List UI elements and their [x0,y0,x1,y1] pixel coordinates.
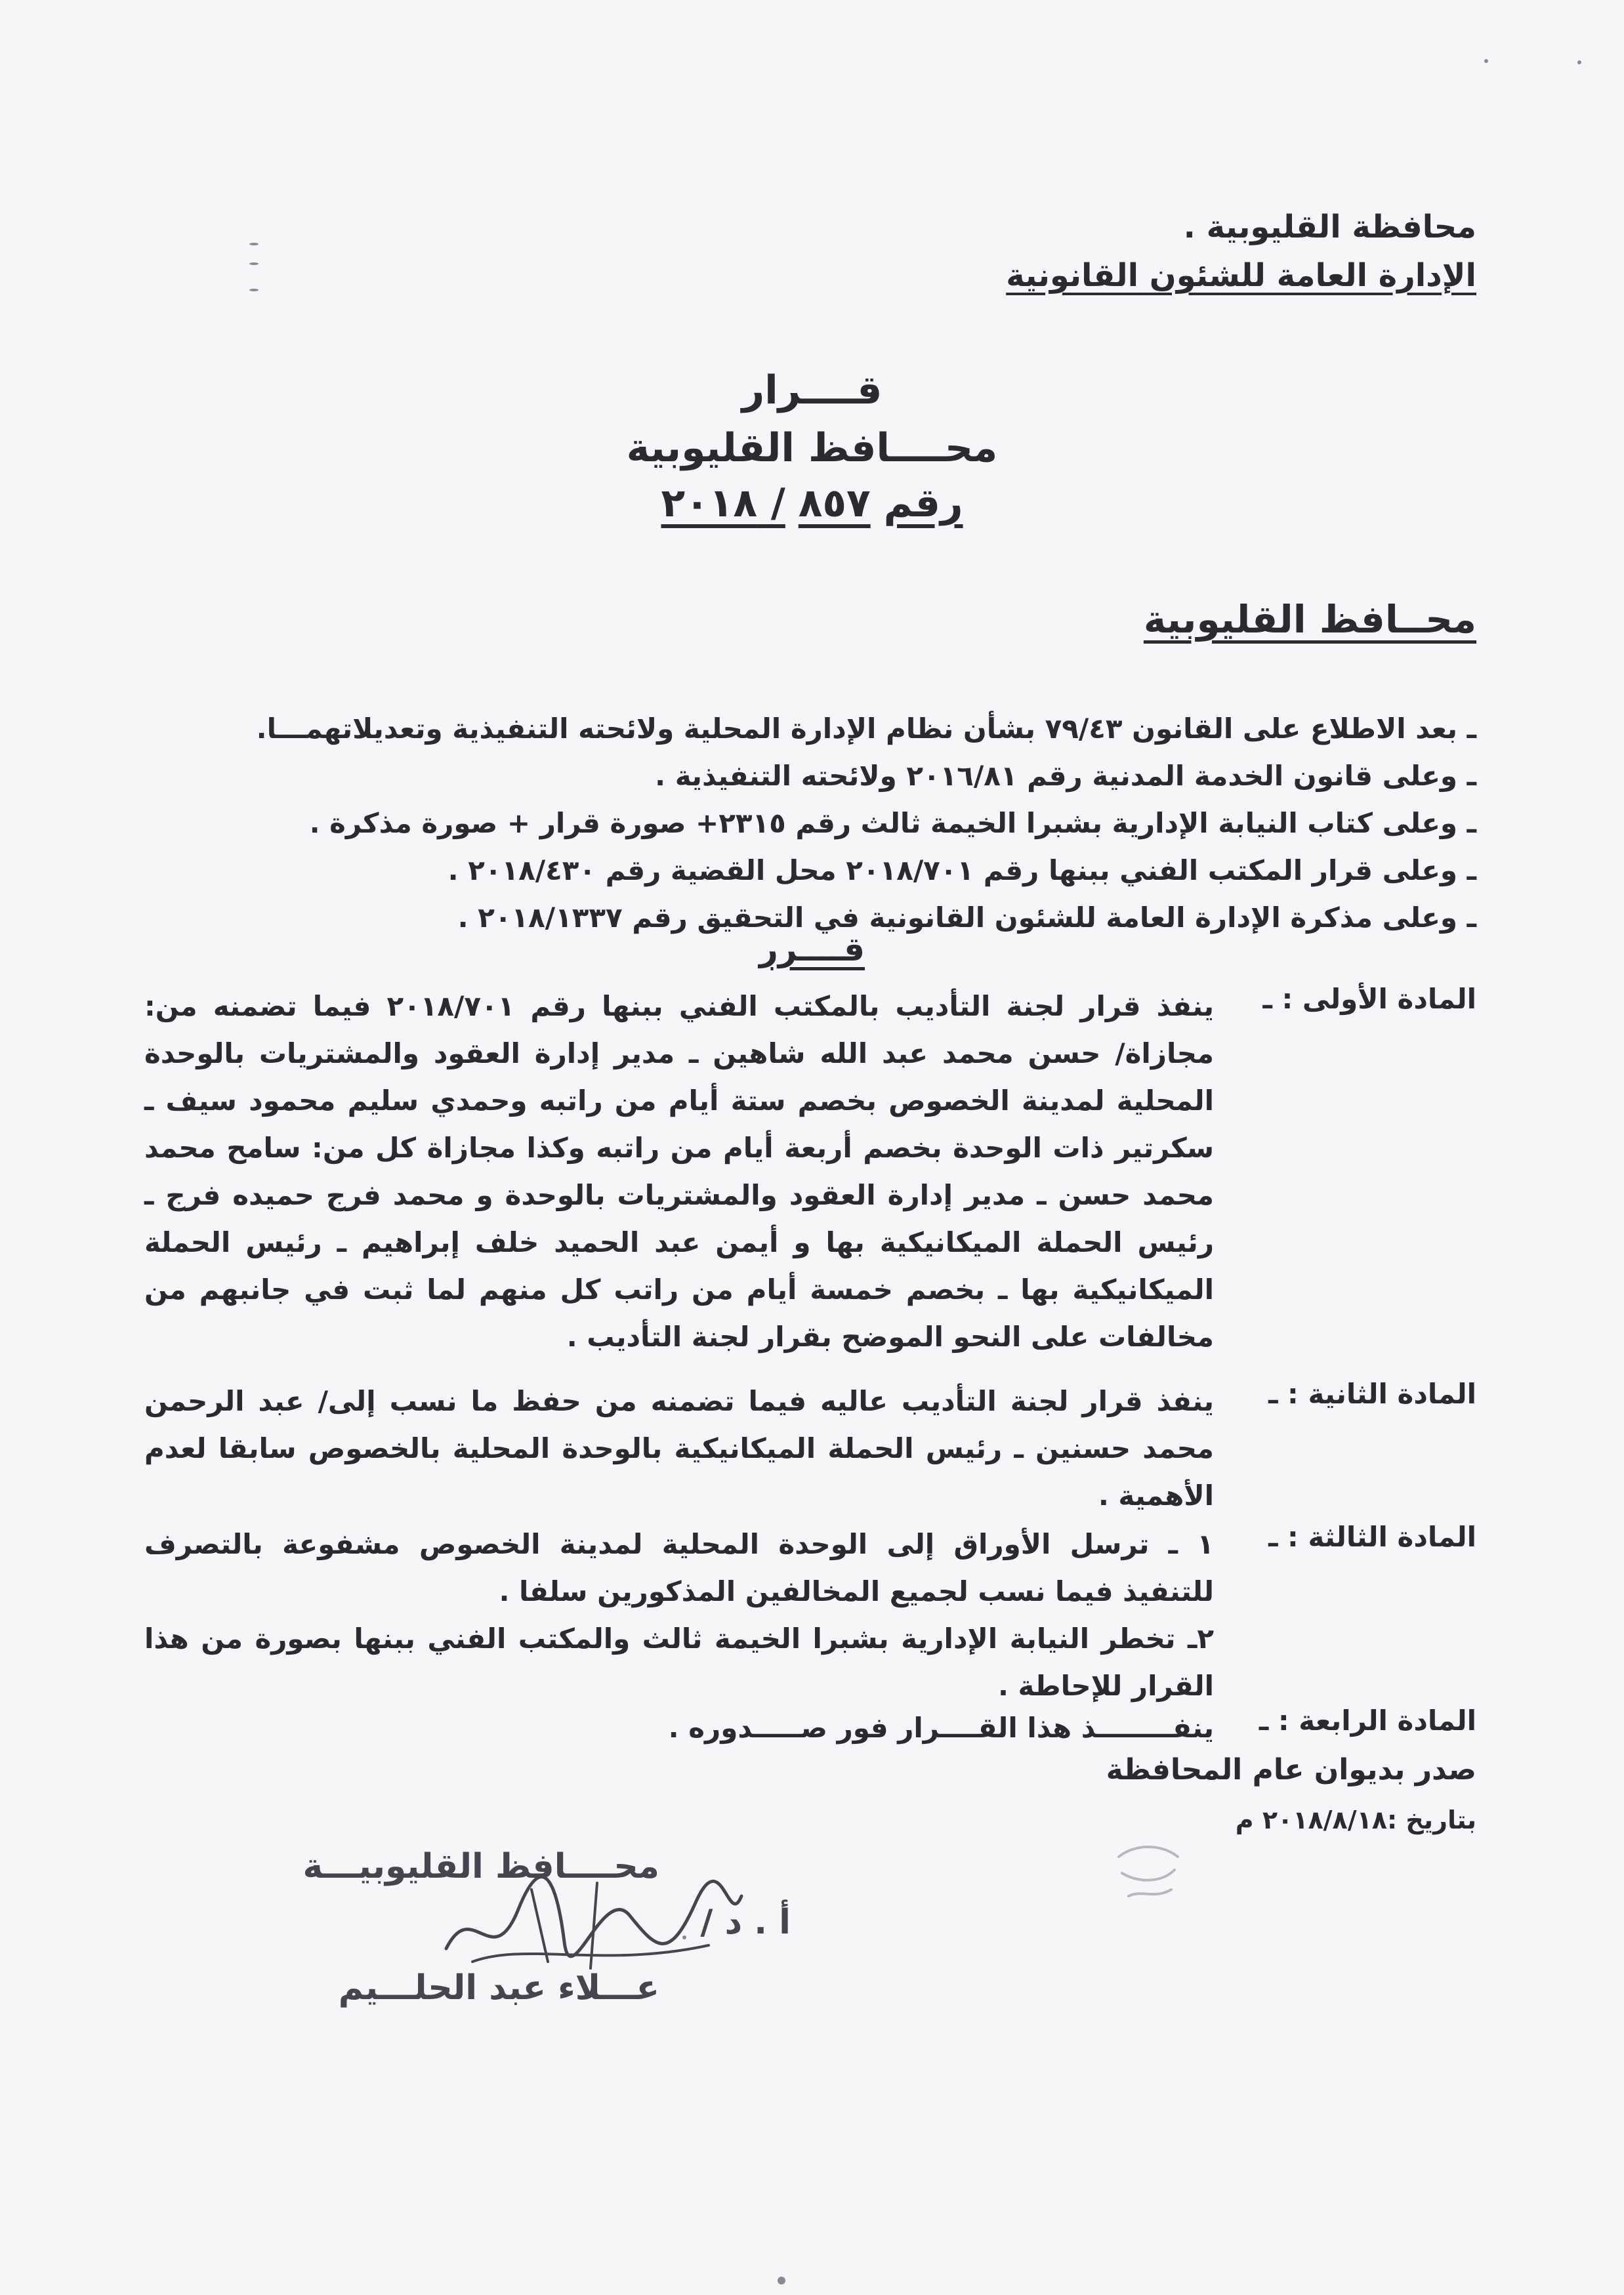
signatory-name: عـــلاء عبد الحلـــيم [338,1968,659,2008]
speck [249,243,259,245]
signatory-prefix: أ . د / [700,1903,791,1942]
article-label: المادة الأولى : ـ [1262,983,1476,1015]
article-label: المادة الرابعة : ـ [1259,1705,1476,1737]
speck [1577,60,1581,64]
article-text: ينفــــــــذ هذا القــــرار فور صـــــدوره . [668,1712,1214,1744]
preamble-item: ـ وعلى قانون الخدمة المدنية رقم ٢٠١٦/٨١ ولائحته التنفيذية . [655,760,1476,792]
decided-heading: قــــرر [759,930,865,968]
preamble-item: ـ وعلى قرار المكتب الفني ببنها رقم ٢٠١٨/٧٠١ محل القضية رقم ٢٠١٨/٤٣٠ . [448,854,1476,886]
decision-title: قــــرار [741,367,883,413]
speck [1484,59,1488,63]
governor-title: محــــافظ القليوبية [626,425,998,471]
speck [249,262,259,265]
article-text-1: ١ ـ ترسل الأوراق إلى الوحدة المحلية لمدينة الخصوص مشفوعة بالتصرف للتنفيذ فيما نسب لجميع المخالفين المذكورين سلفا . [144,1528,1214,1607]
number-value: ٨٥٧ [798,480,871,526]
number-label: رقم [883,480,963,526]
article-3 [144,1521,1476,1710]
preamble-item: ـ بعد الاطلاع على القانون ٧٩/٤٣ بشأن نظام الإدارة المحلية ولائحته التنفيذية وتعديلاتهمـــا. [256,713,1476,745]
article-2 [144,1378,1476,1520]
article-label: المادة الثالثة : ـ [1268,1521,1476,1553]
handwritten-signature-icon [433,1870,748,1981]
faint-stamp-icon [1109,1837,1188,1909]
decision-number [0,480,1624,526]
article-1 [144,983,1476,1361]
number-year: / ٢٠١٨ [661,480,785,526]
article-label: المادة الثانية : ـ [1268,1378,1476,1410]
preamble-item: ـ وعلى كتاب النيابة الإدارية بشبرا الخيمة ثالث رقم ٢٣١٥+ صورة قرار + صورة مذكرة . [309,807,1476,839]
speck [682,1935,686,1939]
issuer-heading: محــافظ القليوبية [1143,597,1476,642]
speck [778,2277,785,2285]
article-text: ينفذ قرار لجنة التأديب عاليه فيما تضمنه من حفظ ما نسب إلى/ عبد الرحمن محمد حسنين ـ رئيس الحملة الميكانيكية بالوحدة المحلية بالخصوص سابقا لعدم الأهمية . [144,1385,1214,1512]
issued-at: صدر بديوان عام المحافظة [1106,1753,1476,1787]
article-text: ينفذ قرار لجنة التأديب بالمكتب الفني ببنها رقم ٢٠١٨/٧٠١ فيما تضمنه من: مجازاة/ حسن محمد عبد الله شاهين ـ مدير إدارة العقود والمشتريات بالوحدة المحلية لمدينة الخصوص بخصم ستة أيام من راتبه وحمدي سليم محمود سيف ـ سكرتير ذات الوحدة بخصم أربعة أيام من راتبه وكذا مجازاة كل من: سامح محمد محمد حسن ـ مدير إدارة العقود والمشتريات بالوحدة و محمد فرج حميده فرج ـ رئيس الحملة الميكانيكية بها و أيمن عبد الحميد خلف إبراهيم ـ رئيس الحملة الميكانيكية بها ـ بخصم خمسة أيام من راتب كل منهم لما ثبت في جانبهم من مخالفات على النحو الموضح بقرار لجنة التأديب . [144,990,1215,1353]
department-header: الإدارة العامة للشئون القانونية [1006,257,1476,294]
article-text-2: ٢ـ تخطر النيابة الإدارية بشبرا الخيمة ثالث والمكتب الفني ببنها بصورة من هذا القرار للإحاطة . [144,1623,1214,1702]
decree-date: بتاريخ :٢٠١٨/٨/١٨ م [1235,1806,1476,1834]
signatory-title: محــــافظ القليوبيـــة [302,1847,659,1886]
preamble-item: ـ وعلى مذكرة الإدارة العامة للشئون القانونية في التحقيق رقم ٢٠١٨/١٣٣٧ . [457,901,1476,934]
article-4 [144,1705,1476,1752]
governorate-header: محافظة القليوبية . [1183,209,1476,245]
preamble-list [144,705,1476,941]
speck [249,289,259,291]
